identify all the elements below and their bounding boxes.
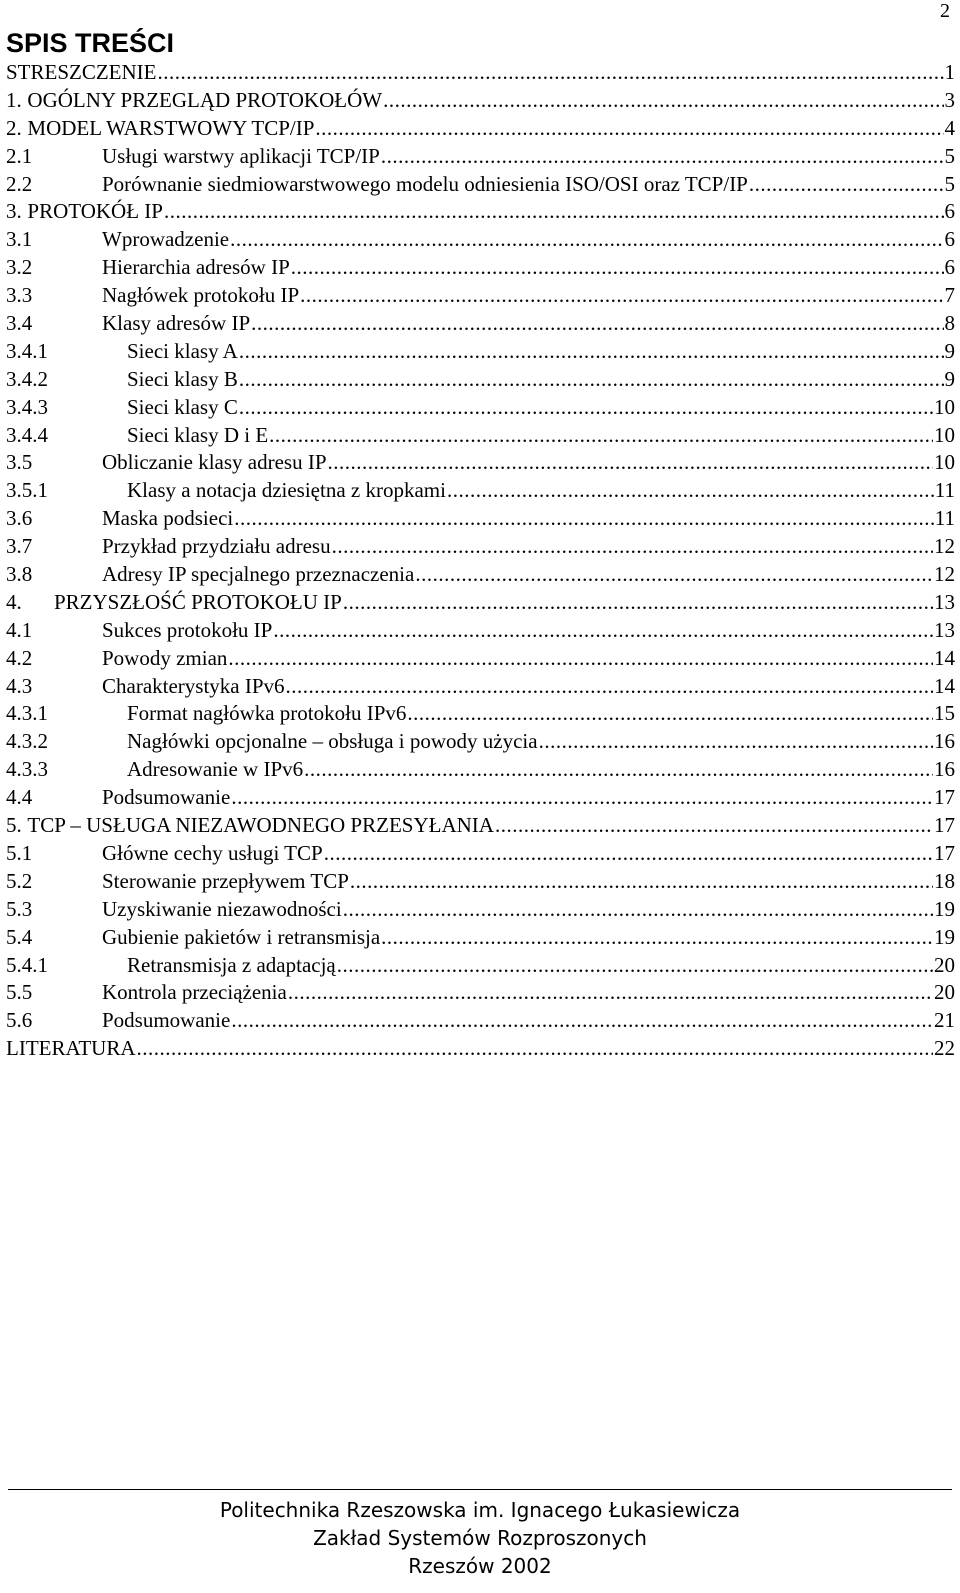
toc-entry-page: 6 — [944, 255, 955, 280]
toc-entry-label: Klasy a notacja dziesiętna z kropkami — [127, 478, 446, 503]
toc-entry-number: 4.2 — [6, 645, 33, 670]
toc-dot-leader — [158, 60, 944, 85]
toc-dot-leader — [324, 841, 933, 866]
toc-dot-leader — [239, 339, 944, 364]
toc-entry-page: 16 — [934, 729, 955, 754]
toc-entry-label: Sieci klasy A — [127, 338, 238, 363]
toc-entry-label: Wprowadzenie — [102, 227, 230, 252]
toc-dot-leader — [230, 227, 943, 252]
toc-dot-leader — [415, 562, 933, 587]
toc-entry-page: 15 — [934, 701, 955, 726]
toc-entry-label: Podsumowanie — [102, 1008, 231, 1033]
toc-dot-leader — [332, 534, 933, 559]
toc-dot-leader — [164, 199, 944, 224]
toc-entry-page: 10 — [934, 450, 955, 475]
toc-entry[interactable] — [6, 813, 955, 841]
toc-entry-page: 22 — [934, 1036, 955, 1061]
toc-entry-number: 3.4.4 — [6, 422, 48, 447]
toc-entry-page: 4 — [944, 115, 955, 140]
toc-dot-leader — [251, 311, 943, 336]
toc-dot-leader — [447, 478, 934, 503]
toc-dot-leader — [231, 785, 933, 810]
toc-entry-label: Uzyskiwanie niezawodności — [102, 896, 342, 921]
toc-entry-number: 4.1 — [6, 617, 33, 642]
toc-entry-number: 5.4.1 — [6, 952, 48, 977]
toc-entry-number: 2.1 — [6, 143, 33, 168]
toc-dot-leader — [343, 590, 933, 615]
toc-entry-label: Gubienie pakietów i retransmisja — [102, 924, 381, 949]
toc-dot-leader — [234, 506, 934, 531]
footer — [0, 1496, 960, 1580]
toc-entry-number: 1. — [6, 87, 22, 112]
toc-entry-label: Sukces protokołu IP — [102, 617, 273, 642]
toc-entry-label: Hierarchia adresów IP — [102, 255, 290, 280]
footer-institution: Politechnika Rzeszowska im. Ignacego Łukasiewicza — [219, 1498, 741, 1522]
toc-entry-number: 4.4 — [6, 785, 33, 810]
toc-entry-page: 8 — [944, 311, 955, 336]
toc-entry-number: 2. — [6, 115, 22, 140]
toc-entry-label: Porównanie siedmiowarstwowego modelu odniesienia ISO/OSI oraz TCP/IP — [102, 171, 748, 196]
toc-entry-label: Usługi warstwy aplikacji TCP/IP — [102, 143, 380, 168]
toc-entry-label: Charakterystyka IPv6 — [102, 673, 285, 698]
toc-dot-leader — [137, 1036, 934, 1061]
toc-entry-number: 3. — [6, 199, 22, 224]
toc-entry-page: 16 — [934, 757, 955, 782]
toc-entry-page: 6 — [944, 227, 955, 252]
toc-entry-label: Sterowanie przepływem TCP — [102, 868, 349, 893]
toc-dot-leader — [286, 674, 933, 699]
toc-entry-page: 9 — [944, 338, 955, 363]
toc-entry[interactable] — [6, 897, 955, 925]
toc-entry-page: 7 — [944, 283, 955, 308]
toc-entry-label: Kontrola przeciążenia — [102, 980, 287, 1005]
toc-entry[interactable] — [6, 925, 955, 953]
toc-entry-page: 20 — [934, 980, 955, 1005]
toc-entry[interactable] — [6, 729, 955, 757]
toc-entry[interactable] — [6, 311, 955, 339]
toc-dot-leader — [239, 395, 933, 420]
toc-entry-page: 17 — [934, 785, 955, 810]
toc-entry[interactable] — [6, 506, 955, 534]
toc-entry-label: Nagłówek protokołu IP — [102, 283, 300, 308]
toc-entry[interactable] — [6, 618, 955, 646]
toc-entry-page: 10 — [934, 422, 955, 447]
toc-entry-label: Główne cechy usługi TCP — [102, 840, 323, 865]
toc-entry[interactable] — [6, 534, 955, 562]
toc-entry-number: 2.2 — [6, 171, 33, 196]
toc-dot-leader — [343, 897, 933, 922]
toc-entry-number: 5. — [6, 813, 22, 838]
toc-entry-page: 13 — [934, 589, 955, 614]
toc-entry-page: 14 — [934, 673, 955, 698]
toc-dot-leader — [304, 757, 933, 782]
toc-entry-number: 3.2 — [6, 255, 33, 280]
toc-entry-page: 1 — [944, 60, 955, 84]
toc-dot-leader — [315, 116, 943, 141]
toc-entry[interactable] — [6, 701, 955, 729]
toc-entry-number: 3.7 — [6, 534, 33, 559]
toc-entry[interactable] — [6, 339, 955, 367]
toc-entry-number: 5.3 — [6, 896, 33, 921]
toc-entry-page: 11 — [934, 506, 955, 531]
toc-dot-leader — [273, 618, 933, 643]
toc-list — [6, 60, 955, 1064]
toc-dot-leader — [300, 283, 943, 308]
toc-dot-leader — [291, 255, 944, 280]
toc-entry-number: 4.3.3 — [6, 757, 48, 782]
toc-entry[interactable] — [6, 144, 955, 172]
toc-entry[interactable] — [6, 1008, 955, 1036]
toc-entry[interactable] — [6, 562, 955, 590]
toc-entry-label: Sieci klasy C — [127, 394, 238, 419]
toc-entry-page: 3 — [944, 87, 955, 112]
toc-entry-page: 19 — [934, 896, 955, 921]
toc-dot-leader — [381, 925, 933, 950]
toc-dot-leader — [495, 813, 933, 838]
toc-entry-number: 4.3.1 — [6, 701, 48, 726]
toc-dot-leader — [239, 367, 944, 392]
toc-dot-leader — [231, 1008, 933, 1033]
toc-entry[interactable] — [6, 255, 955, 283]
toc-entry[interactable] — [6, 227, 955, 255]
toc-entry-number: 3.4.1 — [6, 338, 48, 363]
toc-dot-leader — [407, 701, 933, 726]
toc-entry[interactable] — [6, 283, 955, 311]
toc-dot-leader — [269, 423, 933, 448]
toc-dot-leader — [749, 172, 944, 197]
toc-dot-leader — [288, 980, 933, 1005]
toc-entry-number: 4. — [6, 589, 22, 614]
toc-entry[interactable] — [6, 172, 955, 200]
toc-entry-label: LITERATURA — [6, 1036, 136, 1061]
toc-entry-label: Adresowanie w IPv6 — [127, 757, 304, 782]
toc-entry-label: Retransmisja z adaptacją — [127, 952, 336, 977]
toc-entry-number: 3.6 — [6, 506, 33, 531]
toc-entry-page: 13 — [934, 617, 955, 642]
toc-dot-leader — [381, 144, 944, 169]
toc-entry-label: Podsumowanie — [102, 785, 231, 810]
toc-entry-page: 19 — [934, 924, 955, 949]
toc-entry-label: Adresy IP specjalnego przeznaczenia — [102, 562, 415, 587]
toc-entry-label: Nagłówki opcjonalne – obsługa i powody użycia — [127, 729, 538, 754]
page-number: 2 — [940, 0, 950, 22]
toc-entry-page: 17 — [934, 813, 955, 838]
toc-entry-label: Klasy adresów IP — [102, 311, 251, 336]
toc-entry-page: 9 — [944, 366, 955, 391]
toc-entry-label: PROTOKÓŁ IP — [27, 199, 163, 224]
toc-dot-leader — [383, 88, 943, 113]
toc-entry-number: 5.6 — [6, 1008, 33, 1033]
toc-entry-page: 10 — [934, 394, 955, 419]
toc-entry-label: MODEL WARSTWOWY TCP/IP — [27, 115, 315, 140]
toc-dot-leader — [328, 450, 933, 475]
toc-dot-leader — [539, 729, 933, 754]
toc-entry-page: 21 — [934, 1008, 955, 1033]
toc-entry-number: 5.2 — [6, 868, 33, 893]
toc-entry[interactable] — [6, 757, 955, 785]
toc-entry-page: 11 — [934, 478, 955, 503]
toc-entry-number: 3.3 — [6, 283, 33, 308]
toc-entry-label: Maska podsieci — [102, 506, 234, 531]
toc-dot-leader — [337, 953, 933, 978]
toc-entry[interactable] — [6, 841, 955, 869]
toc-entry-page: 20 — [934, 952, 955, 977]
toc-entry-label: Powody zmian — [102, 645, 228, 670]
toc-entry[interactable] — [6, 478, 955, 506]
toc-entry-page: 12 — [934, 534, 955, 559]
toc-entry-page: 6 — [944, 199, 955, 224]
toc-entry[interactable] — [6, 646, 955, 674]
toc-entry[interactable] — [6, 1036, 955, 1064]
toc-dot-leader — [228, 646, 933, 671]
toc-entry-label: OGÓLNY PRZEGLĄD PROTOKOŁÓW — [27, 87, 383, 112]
toc-entry[interactable] — [6, 450, 955, 478]
toc-entry-page: 5 — [944, 143, 955, 168]
toc-title: SPIS TREŚCI — [6, 28, 175, 58]
toc-entry[interactable] — [6, 60, 955, 88]
toc-entry[interactable] — [6, 869, 955, 897]
toc-entry[interactable] — [6, 395, 955, 423]
toc-entry[interactable] — [6, 953, 955, 981]
toc-entry-number: 5.4 — [6, 924, 33, 949]
toc-entry-number: 3.1 — [6, 227, 33, 252]
toc-entry-page: 12 — [934, 562, 955, 587]
footer-place-year: Rzeszów 2002 — [408, 1554, 552, 1578]
toc-entry-page: 17 — [934, 840, 955, 865]
toc-entry-label: PRZYSZŁOŚĆ PROTOKOŁU IP — [54, 589, 342, 614]
toc-entry-number: 3.4 — [6, 311, 33, 336]
toc-entry-number: 4.3 — [6, 673, 33, 698]
toc-entry-label: Przykład przydziału adresu — [102, 534, 331, 559]
toc-entry-number: 3.5 — [6, 450, 33, 475]
toc-entry[interactable] — [6, 116, 955, 144]
toc-entry[interactable] — [6, 785, 955, 813]
toc-entry[interactable] — [6, 88, 955, 116]
toc-entry-page: 5 — [944, 171, 955, 196]
toc-entry-number: 3.4.2 — [6, 366, 48, 391]
toc-entry-label: Obliczanie klasy adresu IP — [102, 450, 327, 475]
toc-dot-leader — [350, 869, 933, 894]
toc-entry[interactable] — [6, 199, 955, 227]
toc-entry-number: 5.1 — [6, 840, 33, 865]
footer-divider — [8, 1489, 952, 1490]
toc-entry-label: Format nagłówka protokołu IPv6 — [127, 701, 407, 726]
toc-entry-number: 3.8 — [6, 562, 33, 587]
toc-entry[interactable] — [6, 367, 955, 395]
footer-department: Zakład Systemów Rozproszonych — [313, 1526, 647, 1550]
toc-entry-page: 18 — [934, 868, 955, 893]
toc-entry-number: 3.5.1 — [6, 478, 48, 503]
toc-entry-number: 5.5 — [6, 980, 33, 1005]
toc-entry[interactable] — [6, 423, 955, 451]
toc-entry[interactable] — [6, 674, 955, 702]
toc-entry-label: TCP – USŁUGA NIEZAWODNEGO PRZESYŁANIA — [27, 813, 494, 838]
toc-entry-page: 14 — [934, 645, 955, 670]
toc-entry-label: STRESZCZENIE — [6, 60, 157, 84]
toc-entry-label: Sieci klasy D i E — [127, 422, 269, 447]
toc-entry[interactable] — [6, 590, 955, 618]
toc-entry-number: 4.3.2 — [6, 729, 48, 754]
toc-entry-label: Sieci klasy B — [127, 366, 238, 391]
toc-entry-number: 3.4.3 — [6, 394, 48, 419]
toc-entry[interactable] — [6, 980, 955, 1008]
